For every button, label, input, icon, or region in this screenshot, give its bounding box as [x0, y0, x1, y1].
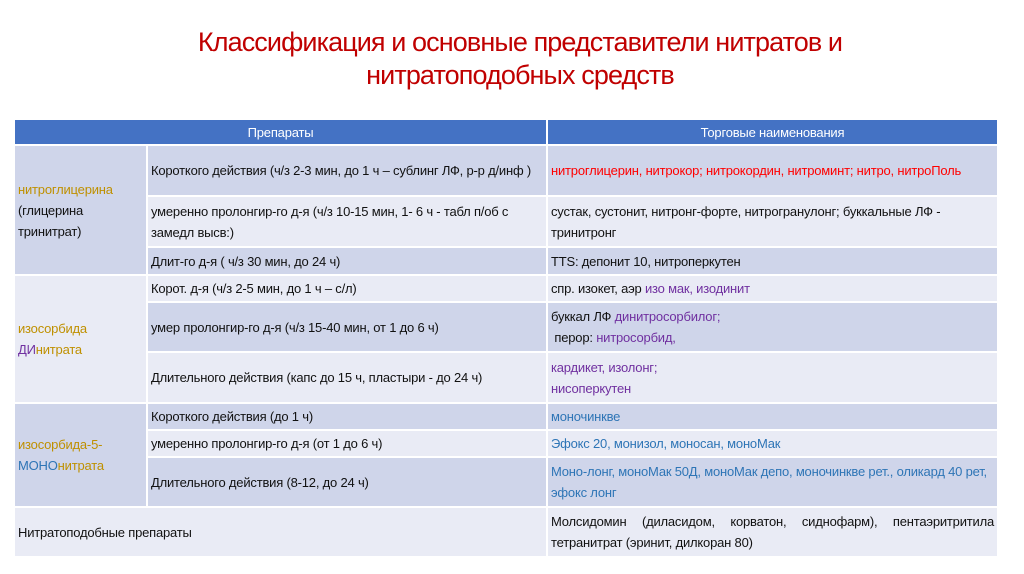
table-row: [14, 275, 998, 302]
trade-cell: [547, 275, 998, 302]
form-cell: умер пролонгир-го д-я (ч/з 15-40 мин, от 1 до 6 ч): [147, 302, 547, 352]
form-cell: умеренно пролонгир-го д-я (ч/з 10-15 мин, 1- 6 ч - табл п/об с замедл высв:): [147, 196, 547, 247]
form-cell: Длительного действия (8-12, до 24 ч): [147, 457, 547, 507]
form-cell: Длительного действия (капс до 15 ч, пластыри - до 24 ч): [147, 352, 547, 403]
form-cell: умеренно пролонгир-го д-я (от 1 до 6 ч): [147, 430, 547, 457]
trade-text: изо мак, изодинит: [644, 281, 750, 296]
form-cell: Короткого действия (ч/з 2-3 мин, до 1 ч – сублинг ЛФ, р-р д/инф ): [147, 145, 547, 196]
trade-text: нитросорбид,: [596, 330, 676, 345]
group-name-prefix: ДИ: [18, 342, 36, 357]
table-row: [14, 145, 998, 196]
group-isosorbide-mononitrate: [14, 403, 147, 507]
table-row: [14, 352, 998, 403]
title-line-1: Классификация и основные представители нитратов и: [197, 27, 843, 57]
trade-text: буккал ЛФ: [551, 309, 615, 324]
trade-text: динитросорбилог;: [614, 309, 721, 324]
trade-cell: нитроглицерин, нитрокор; нитрокордин, нитроминт; нитро, нитроПоль: [547, 145, 998, 196]
group-name-suffix: нитрата: [35, 342, 82, 357]
nitrate-like-label: Нитратоподобные препараты: [14, 507, 547, 557]
group-name-prefix: МОНО: [18, 458, 58, 473]
nitrates-table: [13, 118, 999, 558]
title-line-2: нитратоподобных средств: [366, 60, 674, 90]
trade-text: кардикет, изолонг;: [551, 359, 658, 375]
trade-text: перор:: [551, 330, 597, 345]
trade-cell: Эфокс 20, монизол, моносан, моноМак: [547, 430, 998, 457]
group-name: нитроглицерина: [18, 181, 113, 197]
table-row: [14, 302, 998, 352]
form-cell: Длит-го д-я ( ч/з 30 мин, до 24 ч): [147, 247, 547, 275]
table-row: [14, 196, 998, 247]
page-title: [0, 26, 1024, 92]
table-header-row: [14, 119, 998, 145]
trade-cell: моночинкве: [547, 403, 998, 430]
trade-cell: [547, 302, 998, 352]
table-row: [14, 430, 998, 457]
trade-cell: [547, 352, 998, 403]
table-row: [14, 507, 998, 557]
header-drugs: Препараты: [14, 119, 547, 145]
group-name: изосорбида-5-: [18, 437, 103, 452]
form-cell: Корот. д-я (ч/з 2-5 мин, до 1 ч – с/л): [147, 275, 547, 302]
trade-cell: TTS: депонит 10, нитроперкутен: [547, 247, 998, 275]
group-isosorbide-dinitrate: [14, 275, 147, 403]
table-row: [14, 403, 998, 430]
header-trade-names: Торговые наименования: [547, 119, 998, 145]
table-row: [14, 247, 998, 275]
trade-cell: сустак, сустонит, нитронг-форте, нитрогранулонг; буккальные ЛФ - тринитронг: [547, 196, 998, 247]
group-name-suffix: нитрата: [57, 458, 104, 473]
trade-text: спр. изокет, аэр: [551, 281, 645, 296]
trade-text: нисоперкутен: [551, 380, 631, 396]
form-cell: Короткого действия (до 1 ч): [147, 403, 547, 430]
group-name: изосорбида: [18, 321, 87, 336]
trade-cell: Моно-лонг, моноМак 50Д, моноМак депо, моночинкве рет., оликард 40 рет, эфокс лонг: [547, 457, 998, 507]
trade-cell: Молсидомин (диласидом, корватон, сиднофарм), пентаэритритила тетранитрат (эринит, дилкоран 80): [547, 507, 998, 557]
group-nitroglycerin: [14, 145, 147, 275]
table-row: [14, 457, 998, 507]
group-alt-name: (глицерина тринитрат): [18, 202, 84, 239]
